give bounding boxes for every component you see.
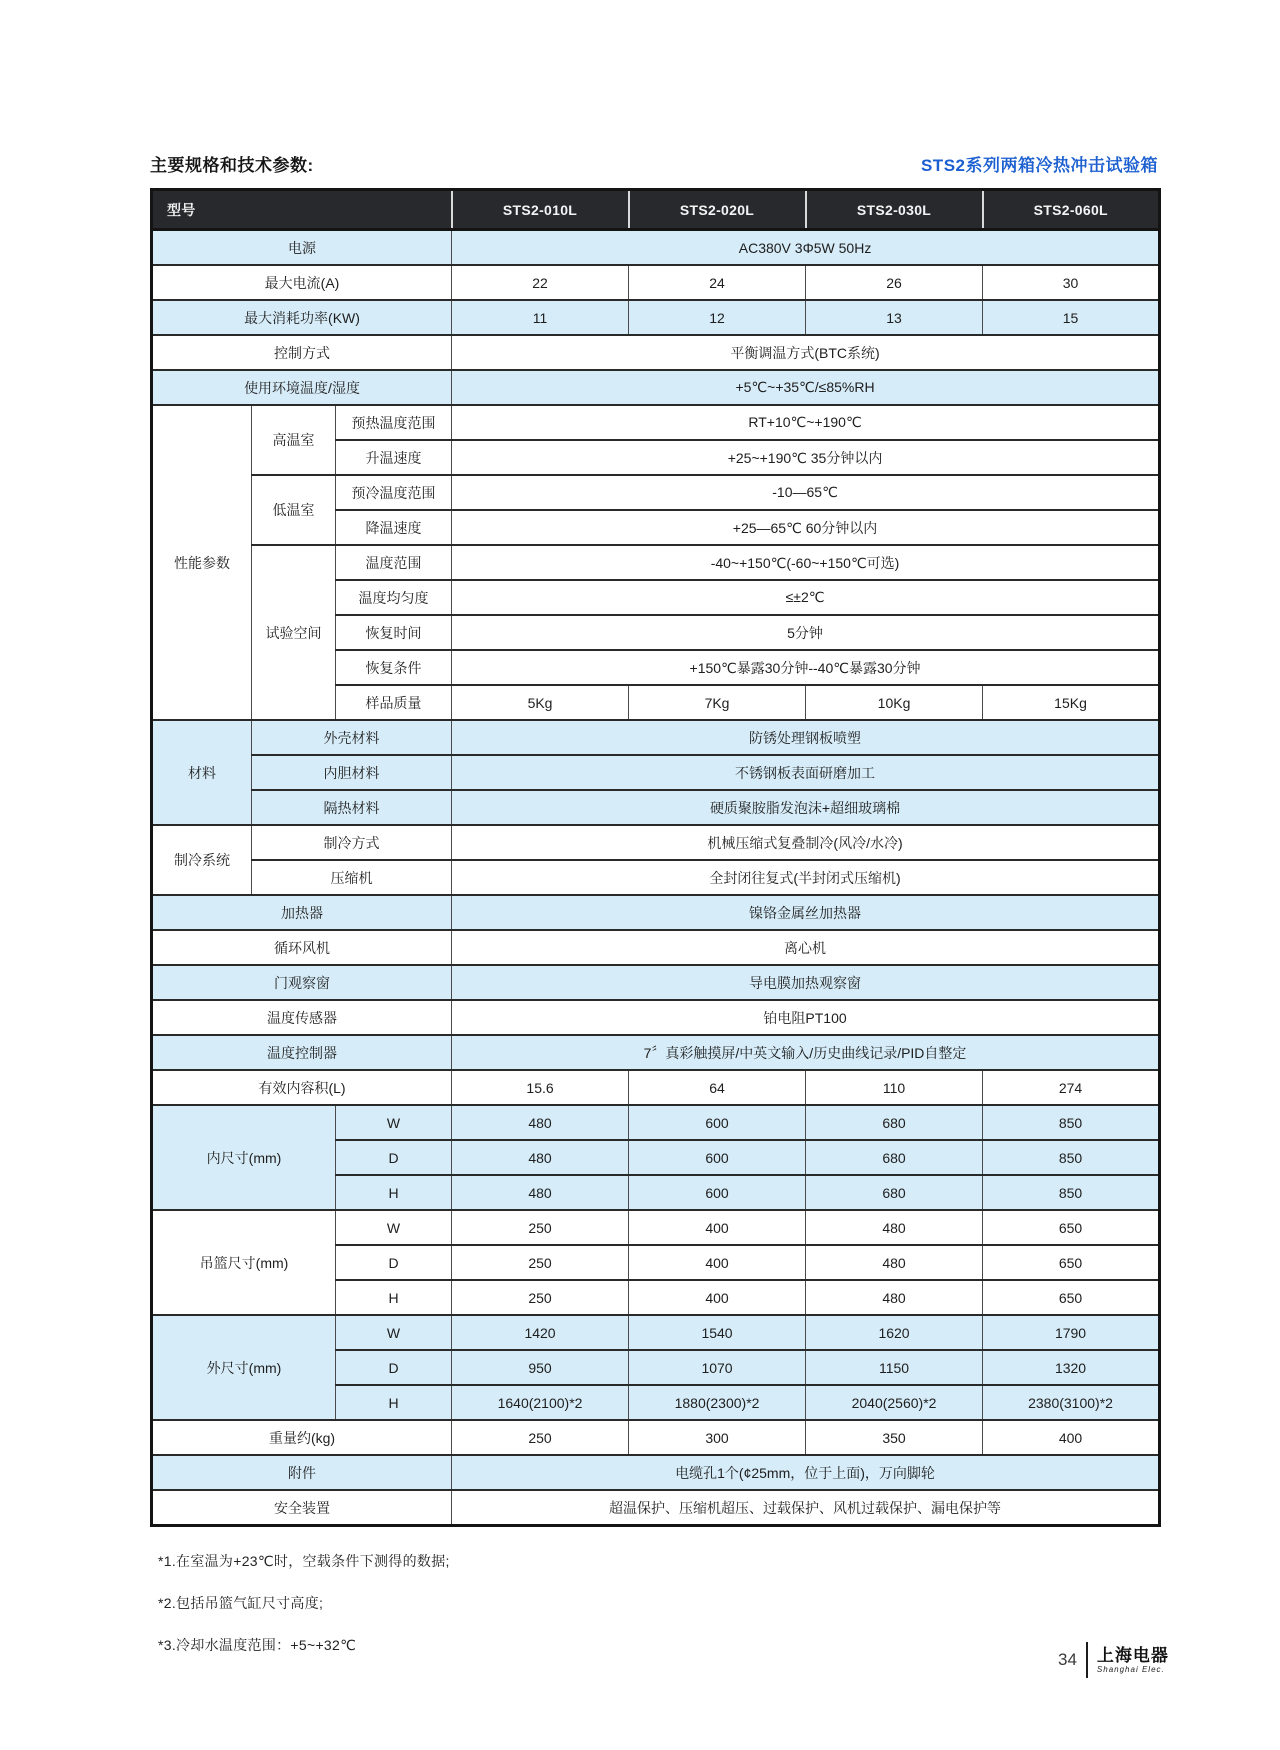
footnote-3: *3.冷却水温度范围：+5~+32℃ [158, 1637, 357, 1653]
row-perf-range [152, 545, 1160, 580]
model-sts2-030l: STS2-030L [806, 190, 983, 230]
row-ambient [152, 370, 1160, 405]
material-shell-label: 外壳材料 [252, 720, 452, 755]
volume-060: 274 [983, 1070, 1160, 1105]
model-sts2-020l: STS2-020L [629, 190, 806, 230]
footer-divider [1086, 1642, 1088, 1678]
row-max-consumption [152, 300, 1160, 335]
row-basket-w [152, 1210, 1160, 1245]
row-heater [152, 895, 1160, 930]
basket-group-label: 吊篮尺寸(mm) [152, 1210, 336, 1315]
series-title: STS2系列两箱冷热冲击试验箱 [920, 156, 1158, 175]
inner-group-label: 内尺寸(mm) [152, 1105, 336, 1210]
current-label: 最大电流(A) [152, 265, 452, 300]
sample-060: 15Kg [983, 685, 1160, 720]
row-perf-preheat [152, 405, 1160, 440]
fan-label: 循环风机 [152, 930, 452, 965]
basket-h-060: 650 [983, 1280, 1160, 1315]
outer-d-020: 1070 [629, 1350, 806, 1385]
refrigeration-compressor-value: 全封闭往复式(半封闭式压缩机) [452, 860, 1160, 895]
material-insulation-label: 隔热材料 [252, 790, 452, 825]
perf-preheat-value: RT+10℃~+190℃ [452, 405, 1160, 440]
perf-range-label: 温度范围 [336, 545, 452, 580]
basket-d-030: 480 [806, 1245, 983, 1280]
row-sensor [152, 1000, 1160, 1035]
row-material-liner [152, 755, 1160, 790]
weight-010: 250 [452, 1420, 629, 1455]
section-title: 主要规格和技术参数: [150, 156, 314, 175]
sensor-value: 铂电阻PT100 [452, 1000, 1160, 1035]
basket-h-label: H [336, 1280, 452, 1315]
outer-w-020: 1540 [629, 1315, 806, 1350]
inner-h-020: 600 [629, 1175, 806, 1210]
inner-w-010: 480 [452, 1105, 629, 1140]
perf-cooldown-label: 降温速度 [336, 510, 452, 545]
row-outer-w [152, 1315, 1160, 1350]
consumption-030: 13 [806, 300, 983, 335]
row-weight [152, 1420, 1160, 1455]
power-value: AC380V 3Φ5W 50Hz [452, 230, 1160, 266]
outer-d-060: 1320 [983, 1350, 1160, 1385]
sample-030: 10Kg [806, 685, 983, 720]
current-030: 26 [806, 265, 983, 300]
brand-name: 上海电器 [1096, 1645, 1169, 1665]
outer-group-label: 外尺寸(mm) [152, 1315, 336, 1420]
ambient-label: 使用环境温度/湿度 [152, 370, 452, 405]
perf-precool-label: 预冷温度范围 [336, 475, 452, 510]
perf-preheat-label: 预热温度范围 [336, 405, 452, 440]
control-value: 平衡调温方式(BTC系统) [452, 335, 1160, 370]
inner-w-020: 600 [629, 1105, 806, 1140]
current-020: 24 [629, 265, 806, 300]
perf-range-value: -40~+150℃(-60~+150℃可选) [452, 545, 1160, 580]
fan-value: 离心机 [452, 930, 1160, 965]
perf-low-label: 低温室 [252, 475, 336, 545]
page-number: 34 [1058, 1650, 1077, 1669]
title-bar [150, 150, 1158, 176]
footnotes [150, 1551, 1158, 1677]
controller-label: 温度控制器 [152, 1035, 452, 1070]
accessory-label: 附件 [152, 1455, 452, 1490]
basket-d-010: 250 [452, 1245, 629, 1280]
basket-d-label: D [336, 1245, 452, 1280]
model-sts2-060l: STS2-060L [983, 190, 1160, 230]
outer-h-010: 1640(2100)*2 [452, 1385, 629, 1420]
material-shell-value: 防锈处理钢板喷塑 [452, 720, 1160, 755]
sample-010: 5Kg [452, 685, 629, 720]
perf-uniformity-label: 温度均匀度 [336, 580, 452, 615]
weight-030: 350 [806, 1420, 983, 1455]
perf-test-label: 试验空间 [252, 545, 336, 720]
material-group-label: 材料 [152, 720, 252, 825]
window-value: 导电膜加热观察窗 [452, 965, 1160, 1000]
inner-d-010: 480 [452, 1140, 629, 1175]
row-refrigeration-compressor [152, 860, 1160, 895]
basket-w-020: 400 [629, 1210, 806, 1245]
volume-010: 15.6 [452, 1070, 629, 1105]
perf-recovery-cond-value: +150℃暴露30分钟--40℃暴露30分钟 [452, 650, 1160, 685]
inner-h-030: 680 [806, 1175, 983, 1210]
perf-recovery-time-label: 恢复时间 [336, 615, 452, 650]
sample-020: 7Kg [629, 685, 806, 720]
material-insulation-value: 硬质聚胺脂发泡沫+超细玻璃棉 [452, 790, 1160, 825]
current-010: 22 [452, 265, 629, 300]
controller-value: 7〞真彩触摸屏/中英文输入/历史曲线记录/PID自整定 [452, 1035, 1160, 1070]
sensor-label: 温度传感器 [152, 1000, 452, 1035]
row-refrigeration-method [152, 825, 1160, 860]
inner-d-060: 850 [983, 1140, 1160, 1175]
ambient-value: +5℃~+35℃/≤85%RH [452, 370, 1160, 405]
table-header-row [152, 190, 1160, 230]
inner-d-030: 680 [806, 1140, 983, 1175]
row-inner-w [152, 1105, 1160, 1140]
consumption-060: 15 [983, 300, 1160, 335]
material-liner-value: 不锈钢板表面研磨加工 [452, 755, 1160, 790]
inner-d-label: D [336, 1140, 452, 1175]
perf-precool-value: -10—65℃ [452, 475, 1160, 510]
row-fan [152, 930, 1160, 965]
row-window [152, 965, 1160, 1000]
volume-020: 64 [629, 1070, 806, 1105]
row-safety [152, 1490, 1160, 1526]
heater-label: 加热器 [152, 895, 452, 930]
weight-label: 重量约(kg) [152, 1420, 452, 1455]
inner-w-030: 680 [806, 1105, 983, 1140]
heater-value: 镍铬金属丝加热器 [452, 895, 1160, 930]
row-accessory [152, 1455, 1160, 1490]
inner-d-020: 600 [629, 1140, 806, 1175]
control-label: 控制方式 [152, 335, 452, 370]
refrigeration-compressor-label: 压缩机 [252, 860, 452, 895]
basket-w-label: W [336, 1210, 452, 1245]
material-liner-label: 内胆材料 [252, 755, 452, 790]
row-max-current [152, 265, 1160, 300]
perf-group-label: 性能参数 [152, 405, 252, 720]
refrigeration-method-label: 制冷方式 [252, 825, 452, 860]
footnote-1: *1.在室温为+23℃时，空载条件下测得的数据; [158, 1553, 450, 1569]
basket-w-030: 480 [806, 1210, 983, 1245]
basket-h-030: 480 [806, 1280, 983, 1315]
page-footer [1058, 1642, 1169, 1678]
row-power [152, 230, 1160, 266]
refrigeration-group-label: 制冷系统 [152, 825, 252, 895]
basket-h-010: 250 [452, 1280, 629, 1315]
outer-w-010: 1420 [452, 1315, 629, 1350]
outer-w-030: 1620 [806, 1315, 983, 1350]
brand-script: Shanghai Elec. [1096, 1664, 1165, 1674]
consumption-020: 12 [629, 300, 806, 335]
basket-h-020: 400 [629, 1280, 806, 1315]
footnote-2: *2.包括吊篮气缸尺寸高度; [158, 1595, 324, 1611]
perf-heatup-label: 升温速度 [336, 440, 452, 475]
perf-cooldown-value: +25—65℃ 60分钟以内 [452, 510, 1160, 545]
outer-w-060: 1790 [983, 1315, 1160, 1350]
header-model-label: 型号 [152, 190, 452, 230]
row-perf-precool [152, 475, 1160, 510]
outer-d-label: D [336, 1350, 452, 1385]
basket-w-010: 250 [452, 1210, 629, 1245]
outer-d-030: 1150 [806, 1350, 983, 1385]
window-label: 门观察窗 [152, 965, 452, 1000]
row-volume [152, 1070, 1160, 1105]
weight-020: 300 [629, 1420, 806, 1455]
outer-h-020: 1880(2300)*2 [629, 1385, 806, 1420]
refrigeration-method-value: 机械压缩式复叠制冷(风冷/水冷) [452, 825, 1160, 860]
consumption-010: 11 [452, 300, 629, 335]
inner-h-060: 850 [983, 1175, 1160, 1210]
perf-high-label: 高温室 [252, 405, 336, 475]
perf-sample-label: 样品质量 [336, 685, 452, 720]
brand-logo [1097, 1647, 1169, 1674]
safety-label: 安全装置 [152, 1490, 452, 1526]
consumption-label: 最大消耗功率(KW) [152, 300, 452, 335]
model-sts2-010l: STS2-010L [452, 190, 629, 230]
inner-h-010: 480 [452, 1175, 629, 1210]
row-material-insulation [152, 790, 1160, 825]
perf-recovery-cond-label: 恢复条件 [336, 650, 452, 685]
outer-h-060: 2380(3100)*2 [983, 1385, 1160, 1420]
perf-heatup-value: +25~+190℃ 35分钟以内 [452, 440, 1160, 475]
current-060: 30 [983, 265, 1160, 300]
safety-value: 超温保护、压缩机超压、过载保护、风机过载保护、漏电保护等 [452, 1490, 1160, 1526]
outer-h-030: 2040(2560)*2 [806, 1385, 983, 1420]
inner-w-label: W [336, 1105, 452, 1140]
weight-060: 400 [983, 1420, 1160, 1455]
volume-030: 110 [806, 1070, 983, 1105]
basket-d-020: 400 [629, 1245, 806, 1280]
outer-d-010: 950 [452, 1350, 629, 1385]
basket-d-060: 650 [983, 1245, 1160, 1280]
perf-recovery-time-value: 5分钟 [452, 615, 1160, 650]
row-control [152, 335, 1160, 370]
inner-h-label: H [336, 1175, 452, 1210]
power-label: 电源 [152, 230, 452, 266]
perf-uniformity-value: ≤±2℃ [452, 580, 1160, 615]
outer-h-label: H [336, 1385, 452, 1420]
row-material-shell [152, 720, 1160, 755]
volume-label: 有效内容积(L) [152, 1070, 452, 1105]
inner-w-060: 850 [983, 1105, 1160, 1140]
row-controller [152, 1035, 1160, 1070]
basket-w-060: 650 [983, 1210, 1160, 1245]
spec-table [150, 188, 1161, 1527]
accessory-value: 电缆孔1个(¢25mm，位于上面)，万向脚轮 [452, 1455, 1160, 1490]
spec-sheet [150, 150, 1158, 1677]
outer-w-label: W [336, 1315, 452, 1350]
